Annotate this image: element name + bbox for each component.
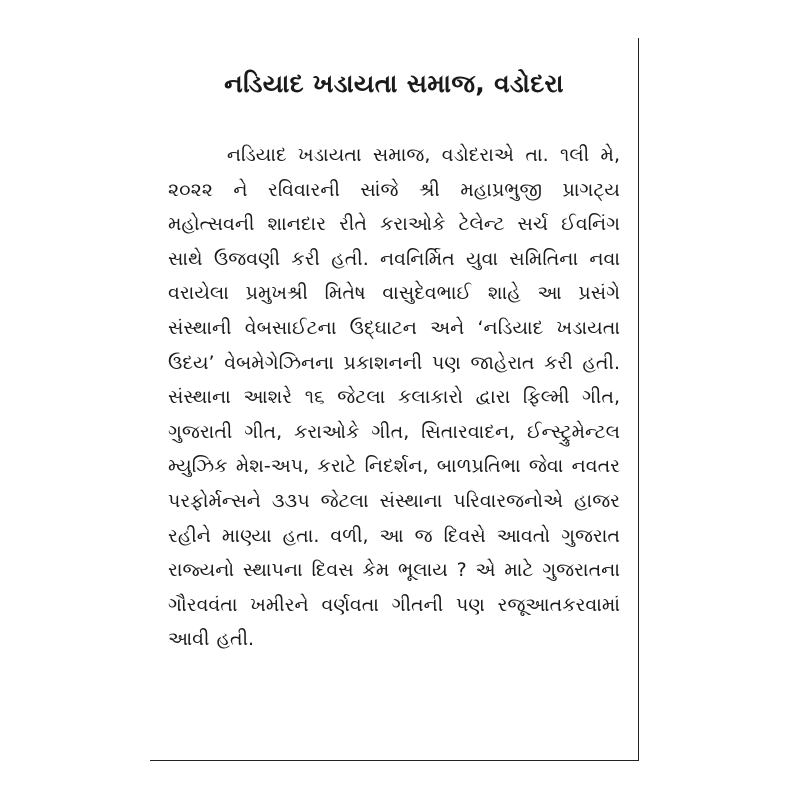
newspaper-clipping: [150, 38, 639, 761]
article-body: નડિયાદ ખડાયતા સમાજ, વડોદરાએ તા. ૧લી મે, ૨૦૨૨ ને રવિવારની સાંજે શ્રી મહાપ્રભુજી પ્રાગટ્ય મહોત્સવની શાનદાર રીતે કરાઓકે ટેલેન્ટ સર્ચ ઈવનિંગ સાથે ઉજવણી કરી હતી. નવનિર્મિત યુવા સમિતિના નવા વરાયેલા પ્રમુખશ્રી મિતેષ વાસુદેવભાઈ શાહે આ પ્રસંગે સંસ્થાની વેબસાઈટના ઉદ્‍ઘાટન અને ‘નડિયાદ ખડાયતા ઉદય’ વેબમેગેઝિનના પ્રકાશનની પણ જાહેરાત કરી હતી. સંસ્થાના આશરે ૧૬ જેટલા કલાકારો દ્વારા ફિલ્મી ગીત, ગુજરાતી ગીત, કરાઓકે ગીત, સિતારવાદન, ઈન્સ્ટ્રુમેન્ટલ મ્યુઝિક મેશ-અપ, કરાટે નિદર્શન, બાળપ્રતિભા જેવા નવતર પરફોર્મન્સને ૩૩૫ જેટલા સંસ્થાના પરિવારજનોએ હાજર રહીને માણ્યા હતા. વળી, આ જ દિવસે આવતો ગુજરાત રાજ્યનો સ્થાપના દિવસ કેમ ભૂલાય ? એ માટે ગુજરાતના ગૌરવવંતા ખમીરને વર્ણવતા ગીતની પણ રજૂઆતકરવામાં આવી હતી.: [168, 144, 620, 651]
article-headline: નડિયાદ ખડાયતા સમાજ, વડોદરા: [224, 69, 564, 98]
